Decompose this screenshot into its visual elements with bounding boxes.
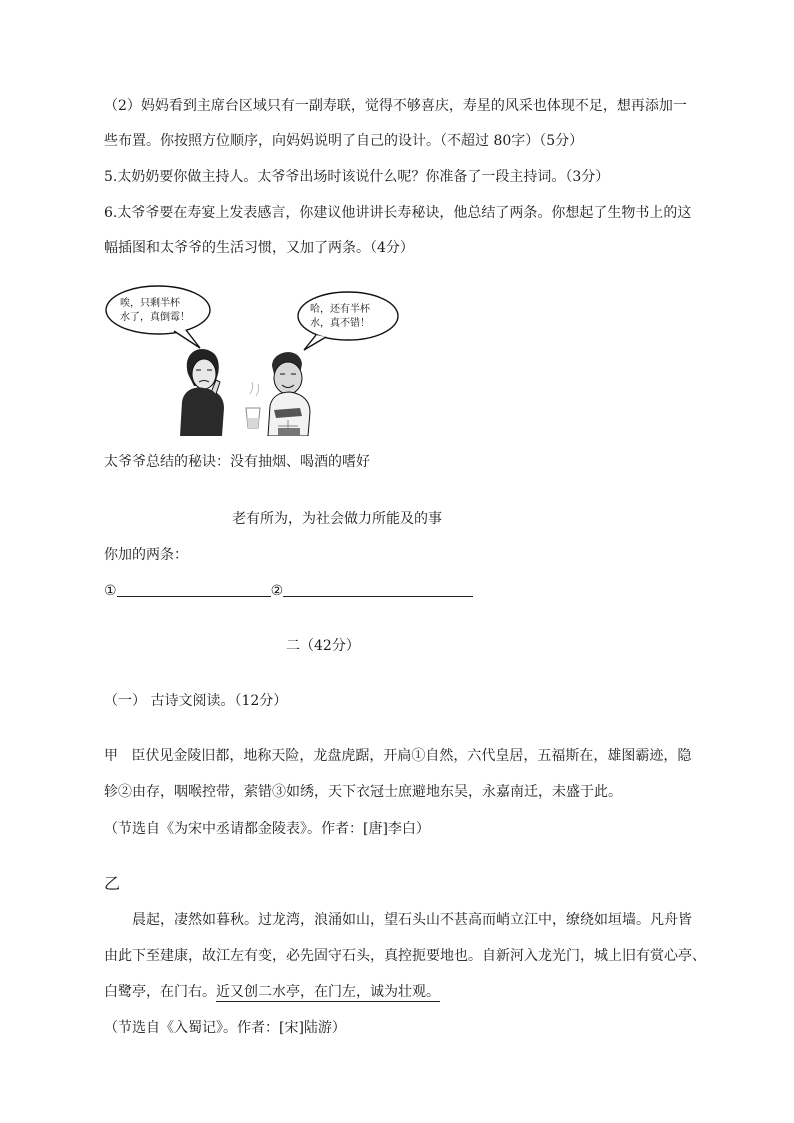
answer-blank-2[interactable] bbox=[283, 582, 473, 597]
question-5: 5.太奶奶要你做主持人。太爷爷出场时该说什么呢？你准备了一段主持词。（3分） bbox=[104, 169, 610, 185]
passage-jia-line1 bbox=[104, 746, 691, 766]
right-bubble-text-2: 水，真不错！ bbox=[310, 318, 370, 329]
left-bubble-text-1: 唉，只剩半杯 bbox=[120, 298, 180, 309]
passage-yi-line2: 由此下至建康，故江左有变，必先固守石头，真控扼要地也。自新河入龙光门，城上旧有赏心亭、 bbox=[104, 948, 706, 964]
q6-line2: 幅插图和太爷爷的生活习惯，又加了两条。（4分） bbox=[104, 240, 414, 256]
secret-line-1: 太爷爷总结的秘诀：没有抽烟、喝酒的嗜好 bbox=[104, 454, 370, 470]
half-glass-of-water bbox=[246, 382, 260, 428]
answer-blanks-row bbox=[104, 581, 473, 601]
passage-yi-line1: 晨起，凄然如暮秋。过龙湾，浪涌如山，望石头山不甚高而峭立江中，缭绕如垣墙。凡舟皆 bbox=[132, 912, 692, 928]
right-speech-bubble bbox=[298, 292, 398, 350]
passage-yi-underlined-sentence: 近又创二水亭，在门左，诚为壮观。 bbox=[216, 984, 440, 1000]
answer-blank-1[interactable] bbox=[117, 582, 271, 597]
part-1-title: （一） 古诗文阅读。（12分） bbox=[104, 693, 288, 709]
secret-line-2: 老有所为，为社会做力所能及的事 bbox=[232, 511, 442, 527]
q6-line1: 6.太爷爷要在寿宴上发表感言，你建议他讲讲长寿秘诀，他总结了两条。你想起了生物书上的这 bbox=[104, 205, 692, 221]
marker-2: ② bbox=[270, 583, 284, 599]
q4-2-line1: （2）妈妈看到主席台区域只有一副寿联，觉得不够喜庆，寿星的风采也体现不足，想再添加一 bbox=[104, 98, 687, 114]
your-two-items-label: 你加的两条： bbox=[104, 547, 188, 563]
q4-2-line2: 些布置。你按照方位顺序，向妈妈说明了自己的设计。（不超过 80字）（5分） bbox=[104, 133, 584, 149]
passage-jia-source: （节选自《为宋中丞请都金陵表》。作者：[唐]李白） bbox=[104, 821, 430, 837]
section-2-title: 二（42分） bbox=[286, 638, 360, 654]
passage-jia-text-1: 臣伏见金陵旧都，地称天险，龙盘虎踞，开扃①自然，六代皇居，五福斯在，雄图霸迹，隐 bbox=[131, 748, 692, 764]
passage-yi-label: 乙 bbox=[104, 874, 121, 893]
marker-1: ① bbox=[104, 583, 117, 599]
half-glass-illustration bbox=[104, 282, 402, 436]
right-bubble-text-1: 哈，还有半杯 bbox=[310, 304, 370, 315]
passage-jia-label: 甲 bbox=[104, 748, 118, 764]
passage-yi-source: （节选自《入蜀记》。作者：[宋]陆游） bbox=[104, 1020, 346, 1036]
sad-person-figure bbox=[180, 349, 224, 436]
left-bubble-text-2: 水了，真倒霉！ bbox=[120, 312, 190, 323]
passage-jia-line2: 轸②由存，咽喉控带，萦错③如绣，天下衣冠士庶避地东吴，永嘉南迁，未盛于此。 bbox=[104, 784, 622, 800]
left-speech-bubble bbox=[106, 286, 210, 348]
passage-yi-line3 bbox=[104, 982, 440, 1002]
happy-person-figure bbox=[268, 352, 310, 436]
passage-yi-line3-plain: 白鹭亭，在门右。 bbox=[104, 984, 216, 1000]
